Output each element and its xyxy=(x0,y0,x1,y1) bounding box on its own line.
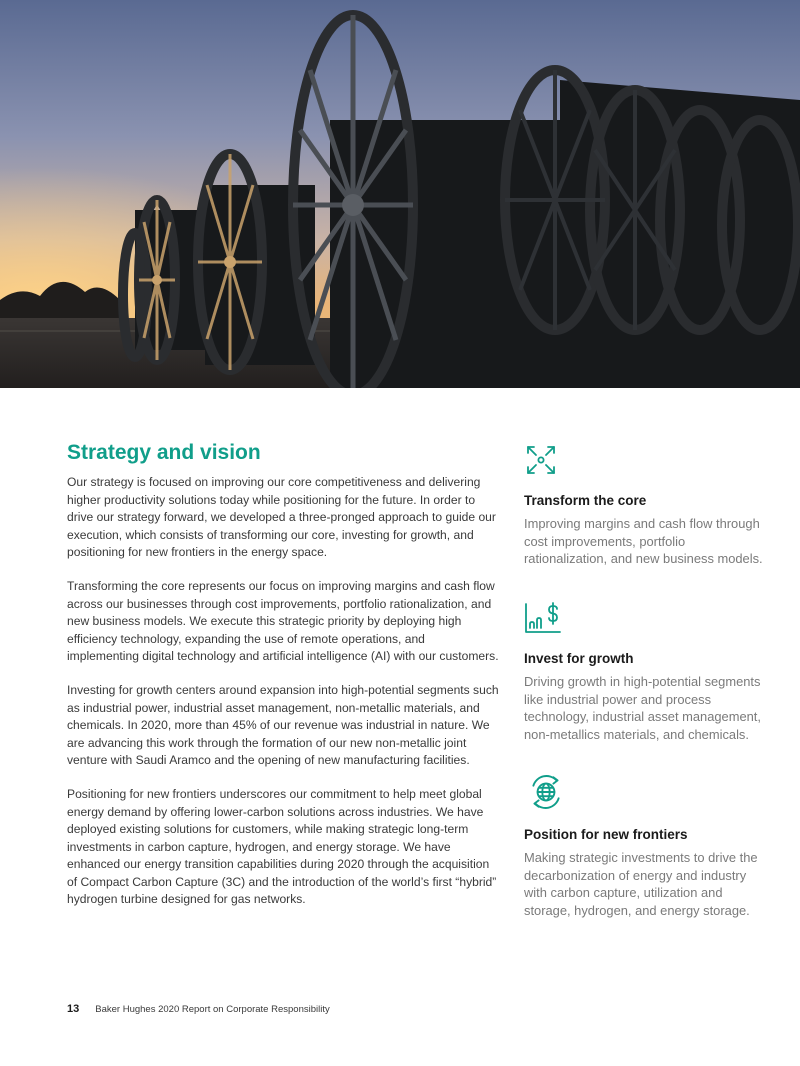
strategy-section xyxy=(67,440,499,925)
pillar-text: Driving growth in high-potential segments like industrial power and process technology, industrial asset management, non-metallics materials, and chemicals. xyxy=(524,674,761,742)
hero-photo xyxy=(0,0,800,388)
pillar-position-for-new-frontiers xyxy=(524,772,764,919)
globe-cycle-icon xyxy=(524,772,568,812)
pillar-title: Transform the core xyxy=(524,493,647,508)
pillar-title: Invest for growth xyxy=(524,651,634,666)
report-name: Baker Hughes 2020 Report on Corporate Responsibility xyxy=(95,1004,330,1015)
transform-arrows-icon xyxy=(524,442,562,480)
section-title: Strategy and vision xyxy=(67,441,261,464)
page-footer xyxy=(67,1003,330,1015)
growth-chart-dollar-icon xyxy=(524,600,562,638)
cable-reels-photo xyxy=(0,0,800,388)
pillar-invest-for-growth xyxy=(524,600,764,743)
strategy-paragraph: Our strategy is focused on improving our core competitiveness and delivering higher productivity solutions today while positioning for the future. In order to drive our strategy forward, we developed a three-pronged approach to guide our execution, which consists of transforming our core, investing for growth, and positioning for new frontiers in the energy space. xyxy=(67,475,496,560)
page-number: 13 xyxy=(67,1003,80,1015)
strategy-paragraph: Positioning for new frontiers underscores our commitment to help meet global energy demand by offering lower-carbon solutions across industries. We have deployed existing solutions for customers, while making strategic long-term investments in carbon capture, hydrogen, and energy storage. We have enhanced our energy transition capabilities during 2020 through the acquisition of Compact Carbon Capture (3C) and the introduction of the world’s first “hybrid” hydrogen turbine designed for gas networks. xyxy=(67,786,497,907)
pillar-text: Making strategic investments to drive the decarbonization of energy and industry with carbon capture, utilization and storage, hydrogen, and energy storage. xyxy=(524,850,758,918)
pillar-title: Position for new frontiers xyxy=(524,827,688,842)
strategy-paragraph: Investing for growth centers around expansion into high-potential segments such as industrial power, industrial asset management, non-metallic materials, and chemicals. In 2020, more than 45% of our revenue was industrial in nature. We are advancing this work through the formation of our new non-metallic joint venture with Saudi Aramco and the opening of new manufacturing facilities. xyxy=(67,682,499,768)
pillar-text: Improving margins and cash flow through cost improvements, portfolio rationalization, and new business models. xyxy=(524,516,763,567)
pillar-transform-the-core xyxy=(524,442,764,568)
strategy-paragraph: Transforming the core represents our focus on improving margins and cash flow across our businesses through cost improvements, portfolio rationalization, and new business models. We execute this strategic priority by deploying high efficiency technology, expanding the use of remote operations, and implementing digital technology and artificial intelligence (AI) with our customers. xyxy=(67,578,499,664)
